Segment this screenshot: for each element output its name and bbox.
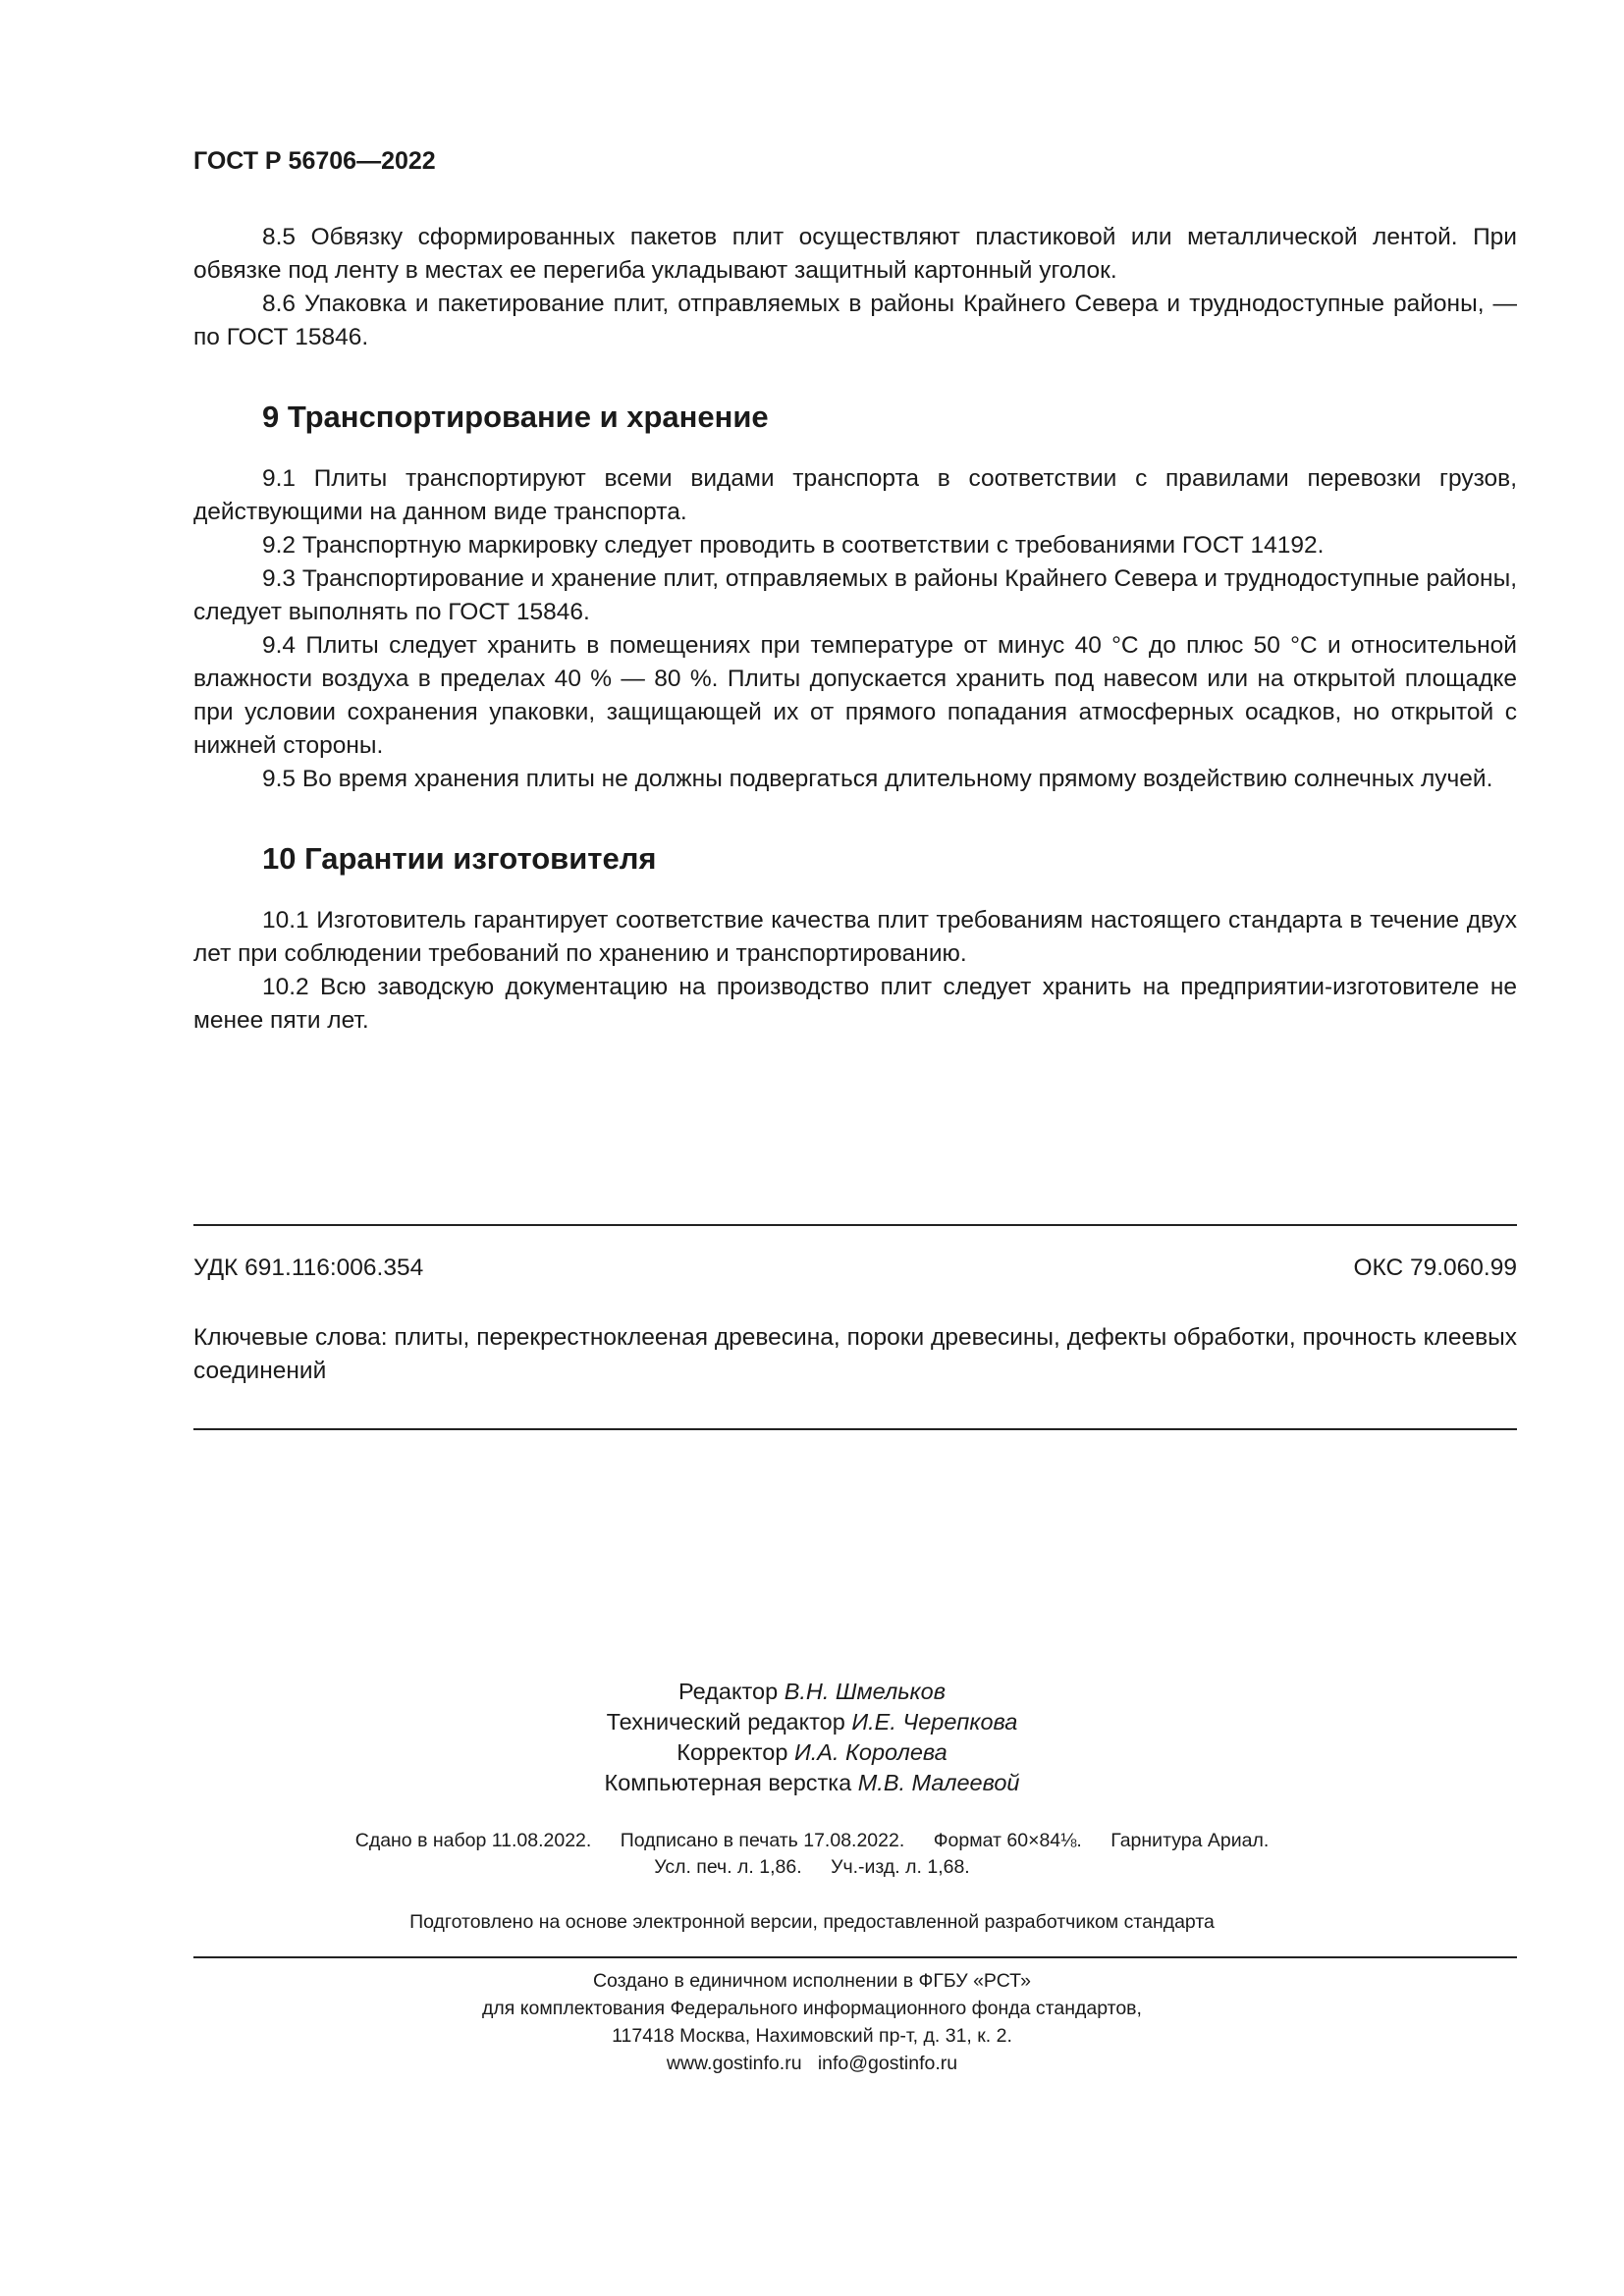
layout-line: Компьютерная верстка М.В. Малеевой bbox=[604, 1770, 1020, 1795]
publishing-line-1: Сдано в набор 11.08.2022. Подписано в печать 17.08.2022. Формат 60×84⅛. Гарнитура Ариал. bbox=[354, 1830, 1270, 1851]
imprint-rule bbox=[193, 1956, 1517, 1958]
classification-row bbox=[193, 1255, 1517, 1282]
website-link[interactable]: www.gostinfo.ru bbox=[666, 2053, 802, 2074]
paragraph-9-5: 9.5 Во время хранения плиты не должны подвергаться длительному прямому воздействию солнечных лучей. bbox=[262, 766, 1493, 792]
created-line-2: для комплектования Федерального информационного фонда стандартов, bbox=[482, 1998, 1142, 2019]
created-line-1: Создано в единичном исполнении в ФГБУ «РСТ» bbox=[592, 1970, 1032, 1992]
paragraph-10-2: 10.2 Всю заводскую документацию на производство плит следует хранить на предприятии-изготовителе не менее пяти лет. bbox=[193, 974, 1517, 1034]
oks-code: ОКС 79.060.99 bbox=[1353, 1255, 1517, 1281]
top-rule bbox=[193, 1224, 1517, 1226]
paragraph-9-2: 9.2 Транспортную маркировку следует проводить в соответствии с требованиями ГОСТ 14192. bbox=[262, 532, 1325, 559]
paragraph-9-1: 9.1 Плиты транспортируют всеми видами транспорта в соответствии с правилами перевозки грузов, действующими на данном виде транспорта. bbox=[193, 465, 1517, 525]
tech-editor-line: Технический редактор И.Е. Черепкова bbox=[606, 1709, 1018, 1735]
credits-block bbox=[0, 1677, 1624, 1798]
publishing-info bbox=[0, 1828, 1624, 1881]
udk-code: УДК 691.116:006.354 bbox=[193, 1255, 424, 1281]
prepared-note: Подготовлено на основе электронной версии, предоставленной разработчиком стандарта bbox=[409, 1911, 1215, 1933]
keywords: Ключевые слова: плиты, перекрестноклееная древесина, пороки древесины, дефекты обработки, прочность клеевых соединений bbox=[193, 1324, 1517, 1384]
paragraph-8-6: 8.6 Упаковка и пакетирование плит, отправляемых в районы Крайнего Севера и труднодоступные районы, — по ГОСТ 15846. bbox=[193, 291, 1517, 350]
paragraph-10-1: 10.1 Изготовитель гарантирует соответствие качества плит требованиям настоящего стандарта в течение двух лет при соблюдении требований по хранению и транспортированию. bbox=[193, 907, 1517, 967]
created-line-3: 117418 Москва, Нахимовский пр-т, д. 31, к. 2. bbox=[612, 2025, 1012, 2047]
proofreader-line: Корректор И.А. Королева bbox=[677, 1739, 947, 1765]
paragraph-8-5: 8.5 Обвязку сформированных пакетов плит осуществляют пластиковой или металлической лентой. При обвязке под ленту в местах ее перегиба укладывают защитный картонный уголок. bbox=[193, 224, 1517, 284]
paragraph-9-4: 9.4 Плиты следует хранить в помещениях при температуре от минус 40 °С до плюс 50 °С и относительной влажности воздуха в пределах 40 % — 80 %. Плиты допускается хранить под навесом или на открытой площадке при условии сохранения упаковки, защищающей их от прямого попадания атмосферных осадков, но открытой с нижней стороны. bbox=[193, 632, 1517, 759]
created-block bbox=[0, 1967, 1624, 2077]
section-9-heading: 9 Транспортирование и хранение bbox=[262, 400, 769, 434]
publishing-line-2: Усл. печ. л. 1,86. Уч.-изд. л. 1,68. bbox=[654, 1856, 970, 1878]
keywords-bottom-rule bbox=[193, 1428, 1517, 1430]
section-10-heading: 10 Гарантии изготовителя bbox=[262, 841, 657, 876]
document-code: ГОСТ Р 56706—2022 bbox=[193, 147, 436, 175]
contacts-line bbox=[0, 2050, 1624, 2077]
editor-line: Редактор В.Н. Шмельков bbox=[677, 1679, 946, 1704]
document-body bbox=[193, 147, 1517, 1038]
paragraph-9-3: 9.3 Транспортирование и хранение плит, отправляемых в районы Крайнего Севера и труднодоступные районы, следует выполнять по ГОСТ 15846. bbox=[193, 565, 1517, 625]
email-link[interactable]: info@gostinfo.ru bbox=[817, 2053, 958, 2074]
